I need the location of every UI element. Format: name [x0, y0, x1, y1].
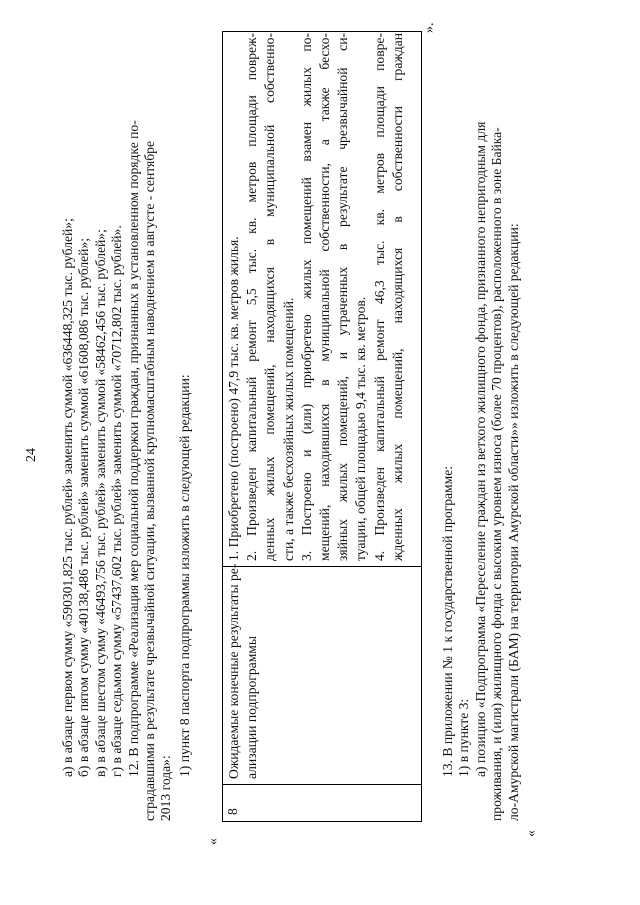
- table-divider-1: [223, 784, 421, 785]
- page-number: 24: [24, 448, 39, 462]
- subitem-a-line-3: ло-Амурской магистрали (БАМ) на территории Амурской области»» изложить в следующей редакции:: [505, 223, 521, 821]
- point-1-passport: 1) пункт 8 паспорта подпрограммы изложить в следующей редакции:: [176, 374, 192, 777]
- point-1-item-3: 1) в пункте 3:: [456, 698, 472, 777]
- subitem-a-line-2: проживания, и (или) жилищного фонда с высоким уровнем износа (более 70 процентов), расположенного в зоне Байка-: [489, 127, 505, 821]
- result-line: зяйных жилых помещений, и утраченных в результате чрезвычайной си-: [335, 33, 351, 561]
- item-g: г) в абзаце седьмом сумму «57437,602 тыс. рублей» заменить суммой «70712,802 тыс. рублей».: [109, 225, 125, 777]
- result-line: 2. Произведен капитальный ремонт 5,5 тыс. кв. метров площади повреж-: [244, 33, 260, 561]
- label-line: ализации подпрограммы: [244, 635, 259, 779]
- result-line: мещений, находившихся в муниципальной собственности, а также бесхо-: [317, 33, 333, 561]
- result-line: 4. Произведен капитальный ремонт 46,3 тыс. кв. метров площади повре-: [371, 33, 387, 561]
- section-12-line-1: 12. В подпрограмме «Реализация мер социальной поддержки граждан, признанных в установленном порядке по-: [125, 120, 141, 777]
- final-open-quote: «: [524, 830, 539, 837]
- table-divider-2: [223, 566, 421, 567]
- section-12-line-2: страдавшими в результате чрезвычайной ситуации, вызванной крупномасштабным наводнением в августе - сентябре: [142, 141, 158, 821]
- section-12-line-3: 2013 года»:: [158, 755, 174, 821]
- appendix-changes: [440, 21, 522, 821]
- label-line: Ожидаемые конечные результаты ре-: [226, 563, 241, 779]
- passport-table: [222, 31, 422, 822]
- result-line: 3. Построено и (или) приобретено жилых помещений взамен жилых по-: [298, 33, 314, 561]
- close-quote: ».: [422, 22, 437, 33]
- item-a: а) в абзаце первом сумму «590301,825 тыс. рублей» заменить суммой «636448,325 тыс. рублей»;: [60, 218, 75, 777]
- table-row-number: 8: [225, 808, 240, 815]
- amount-changes-list: [60, 31, 193, 821]
- item-b: б) в абзаце пятом сумму «40138,486 тыс. рублей» заменить суммой «61608,086 тыс. рублей»;: [76, 237, 92, 777]
- result-line: туации, общей площадью 9,4 тыс. кв. метров.: [353, 296, 369, 561]
- result-line: жденных жилых помещений, находящихся в собственности граждан: [389, 33, 405, 561]
- result-line: сти, а также бесхозяйных жилых помещений.: [280, 297, 296, 561]
- section-13: 13. В приложении № 1 к государственной программе:: [440, 465, 455, 777]
- item-v: в) в абзаце шестом сумму «46493,756 тыс. рублей» заменить суммой «58462,456 тыс. рублей»;: [92, 229, 108, 777]
- table-row-label: [225, 563, 261, 779]
- result-line: денных жилых помещений, находящихся в муниципальной собственно-: [262, 33, 278, 561]
- subitem-a-line-1: а) позицию «Подпрограмма «Переселение граждан из ветхого жилищного фонда, признанного непригодным для: [472, 121, 488, 777]
- open-quote: «: [206, 838, 221, 845]
- result-line: 1. Приобретено (построено) 47,9 тыс. кв. метров жилья.: [226, 236, 241, 561]
- table-row-results: [225, 33, 407, 561]
